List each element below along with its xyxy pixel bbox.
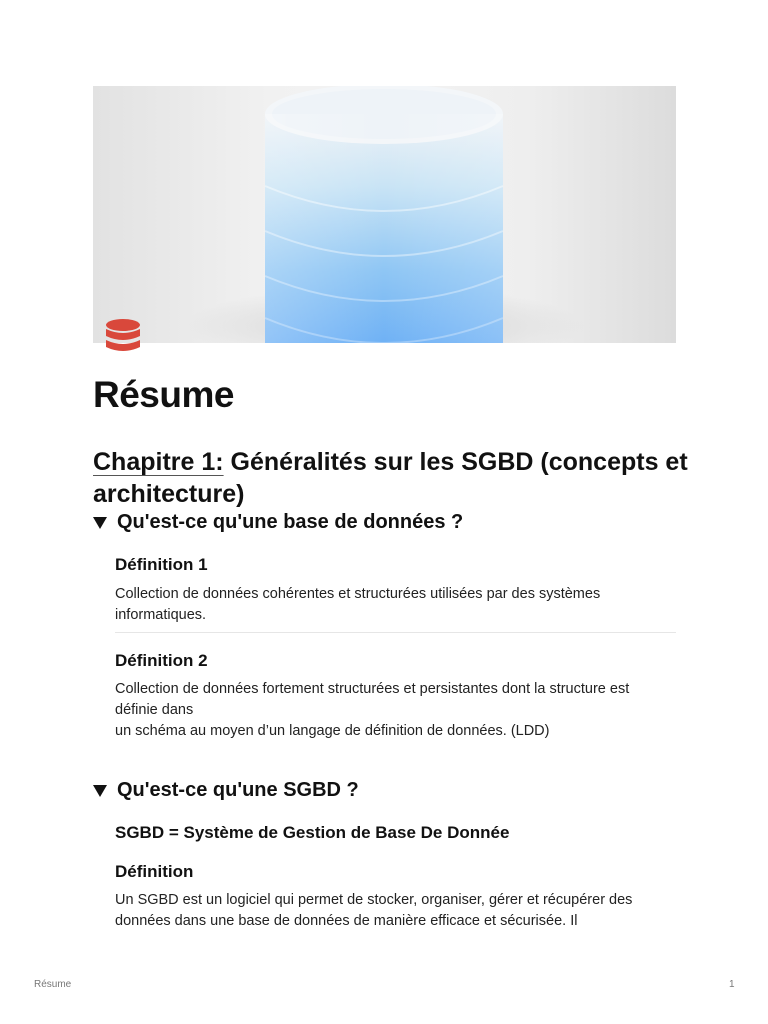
- triangle-down-icon[interactable]: [93, 785, 107, 797]
- cover-image: [93, 86, 676, 343]
- definition-2-text: [115, 679, 675, 742]
- divider: [115, 632, 676, 633]
- definition-1-title: Définition 1: [115, 555, 208, 574]
- page-number: 1: [729, 979, 735, 990]
- toggle-label: Qu'est-ce qu'une SGBD ?: [117, 779, 359, 801]
- toggle-database-question[interactable]: [93, 511, 463, 534]
- definition-2-title: Définition 2: [115, 651, 208, 670]
- definition-2-line-1: Collection de données fortement structurées et persistantes dont la structure est définie dans: [115, 681, 630, 718]
- definition-1-text: Collection de données cohérentes et structurées utilisées par des systèmes informatiques.: [115, 586, 601, 623]
- database-cylinder-illustration: [93, 86, 676, 343]
- chapter-link[interactable]: Chapitre 1:: [93, 448, 224, 476]
- sgbd-subtitle: SGBD = Système de Gestion de Base De Donnée: [115, 823, 510, 842]
- definition-title: Définition: [115, 862, 194, 881]
- toggle-sgbd-question[interactable]: [93, 779, 359, 802]
- chapter-heading-text: Généralités sur les SGBD (concepts et architecture): [93, 448, 688, 508]
- triangle-down-icon[interactable]: [93, 517, 107, 529]
- toggle-label: Qu'est-ce qu'une base de données ?: [117, 511, 464, 533]
- chapter-heading: [93, 446, 693, 510]
- page-title: Résume: [93, 374, 234, 415]
- footer-title: Résume: [34, 979, 72, 990]
- database-icon[interactable]: [104, 318, 142, 358]
- definition-2-line-2: un schéma au moyen d’un langage de définition de données. (LDD): [115, 723, 550, 739]
- definition-text: Un SGBD est un logiciel qui permet de stocker, organiser, gérer et récupérer des données dans une base de données de manière efficace et sécurisée. Il: [115, 892, 633, 929]
